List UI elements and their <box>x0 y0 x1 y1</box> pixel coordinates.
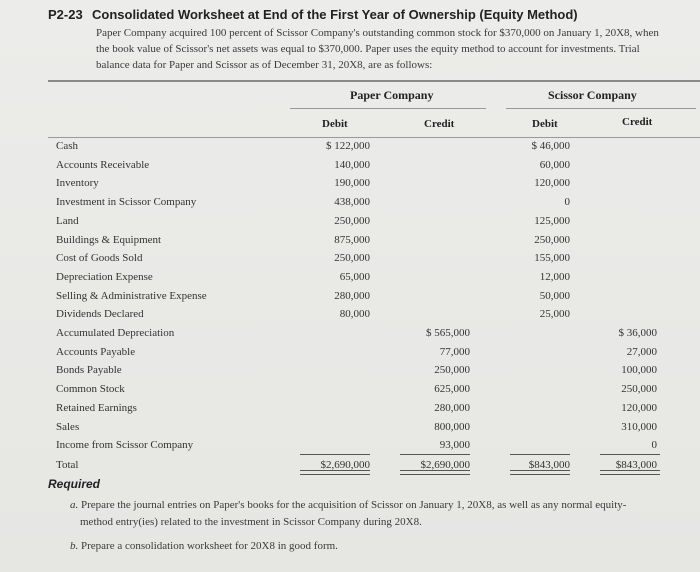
row-label: Total <box>56 458 79 471</box>
total-rule-scissor-debit <box>510 454 570 455</box>
row-value-sc: 120,000 <box>621 401 657 414</box>
row-value-sd: $ 46,000 <box>531 140 570 152</box>
row-value-pd: 875,000 <box>334 233 370 246</box>
total-double-rule-paper-credit <box>400 470 470 475</box>
row-value-pd: 80,000 <box>339 308 370 321</box>
row-label: Accumulated Depreciation <box>56 327 175 339</box>
row-label: Investment in Scissor Company <box>56 196 197 209</box>
row-value-sc: $ 36,000 <box>618 327 657 339</box>
row-value-pc: 800,000 <box>434 420 470 433</box>
scissor-header-rule <box>506 108 696 109</box>
requirement-b <box>70 540 338 552</box>
total-double-rule-paper-debit <box>300 470 370 475</box>
requirement-a-marker: a. <box>70 499 79 511</box>
row-value-sc: 27,000 <box>626 345 657 358</box>
intro-line: balance data for Paper and Scissor as of December 31, 20X8, are as follows: <box>96 59 433 71</box>
header-bottom-rule <box>48 137 700 138</box>
total-rule-scissor-credit <box>600 454 660 455</box>
problem-intro <box>96 25 686 73</box>
row-value-sd: 125,000 <box>534 214 570 227</box>
row-value-pd: $ 122,000 <box>326 140 370 152</box>
row-value-pd: 280,000 <box>334 289 370 302</box>
company-header-paper: Paper Company <box>350 88 434 102</box>
requirement-a <box>70 497 680 531</box>
row-value-sd: 25,000 <box>539 308 570 321</box>
total-rule-paper-debit <box>300 454 370 455</box>
company-header-scissor: Scissor Company <box>548 88 637 102</box>
row-label: Sales <box>56 420 80 433</box>
row-label: Retained Earnings <box>56 401 137 414</box>
row-value-sc: 100,000 <box>621 364 657 377</box>
requirement-b-text: Prepare a consolidation worksheet for 20X8 in good form. <box>81 540 338 552</box>
row-label: Buildings & Equipment <box>56 233 162 246</box>
row-value-pd: 190,000 <box>334 177 370 190</box>
row-value-sd: 120,000 <box>534 177 570 190</box>
row-value-sd: 60,000 <box>539 158 570 171</box>
row-label: Depreciation Expense <box>56 270 153 283</box>
row-value-sd: $843,000 <box>528 458 570 471</box>
row-value-pc: 250,000 <box>434 364 470 377</box>
row-label: Cost of Goods Sold <box>56 252 143 265</box>
table-top-rule <box>48 80 700 82</box>
row-value-pc: $ 565,000 <box>426 327 470 339</box>
row-value-pc: $2,690,000 <box>420 458 470 471</box>
row-label: Land <box>56 214 79 227</box>
row-label: Inventory <box>56 177 99 190</box>
row-value-sc: 250,000 <box>621 383 657 396</box>
intro-line: Paper Company acquired 100 percent of Scissor Company's outstanding common stock for $370,000 on January 1, 20X8, when <box>96 27 659 39</box>
row-value-pc: 77,000 <box>439 345 470 358</box>
row-value-sc: 0 <box>651 439 657 452</box>
total-double-rule-scissor-credit <box>600 470 660 475</box>
col-header-scissor-debit: Debit <box>532 118 558 130</box>
requirement-a-line: Prepare the journal entries on Paper's books for the acquisition of Scissor on January 1, 20X8, as well as any normal equity- <box>81 499 627 511</box>
row-value-pc: 93,000 <box>439 439 470 452</box>
requirement-b-marker: b. <box>70 540 79 552</box>
requirement-a-line: method entry(ies) related to the investment in Scissor Company during 20X8. <box>80 516 422 528</box>
row-value-sd: 155,000 <box>534 252 570 265</box>
row-label: Dividends Declared <box>56 308 144 321</box>
row-label: Income from Scissor Company <box>56 439 194 452</box>
row-label: Accounts Payable <box>56 345 136 358</box>
problem-title: Consolidated Worksheet at End of the First Year of Ownership (Equity Method) <box>92 7 578 22</box>
row-value-pd: 65,000 <box>339 270 370 283</box>
row-value-sd: 12,000 <box>539 270 570 283</box>
row-value-sd: 0 <box>564 196 570 209</box>
row-label: Selling & Administrative Expense <box>56 289 207 302</box>
problem-id: P2-23 <box>48 7 83 22</box>
row-value-pd: $2,690,000 <box>320 458 370 471</box>
intro-line: the book value of Scissor's net assets was equal to $370,000. Paper uses the equity method to account for investments. Trial <box>96 43 640 55</box>
row-label: Cash <box>56 140 78 152</box>
row-label: Common Stock <box>56 383 125 396</box>
row-value-sc: 310,000 <box>621 420 657 433</box>
col-header-scissor-credit: Credit <box>622 116 653 128</box>
row-label: Accounts Receivable <box>56 158 150 171</box>
row-value-pd: 438,000 <box>334 196 370 209</box>
row-value-sc: $843,000 <box>615 458 657 471</box>
row-value-pc: 280,000 <box>434 401 470 414</box>
row-value-pd: 250,000 <box>334 214 370 227</box>
row-label: Bonds Payable <box>56 364 122 377</box>
required-heading: Required <box>48 477 101 491</box>
row-value-sd: 250,000 <box>534 233 570 246</box>
row-value-sd: 50,000 <box>539 289 570 302</box>
total-rule-paper-credit <box>400 454 470 455</box>
paper-header-rule <box>290 108 486 109</box>
row-value-pc: 625,000 <box>434 383 470 396</box>
row-value-pd: 140,000 <box>334 158 370 171</box>
col-header-paper-debit: Debit <box>322 118 348 130</box>
total-double-rule-scissor-debit <box>510 470 570 475</box>
row-value-pd: 250,000 <box>334 252 370 265</box>
col-header-paper-credit: Credit <box>424 118 455 130</box>
problem-header <box>48 7 578 22</box>
